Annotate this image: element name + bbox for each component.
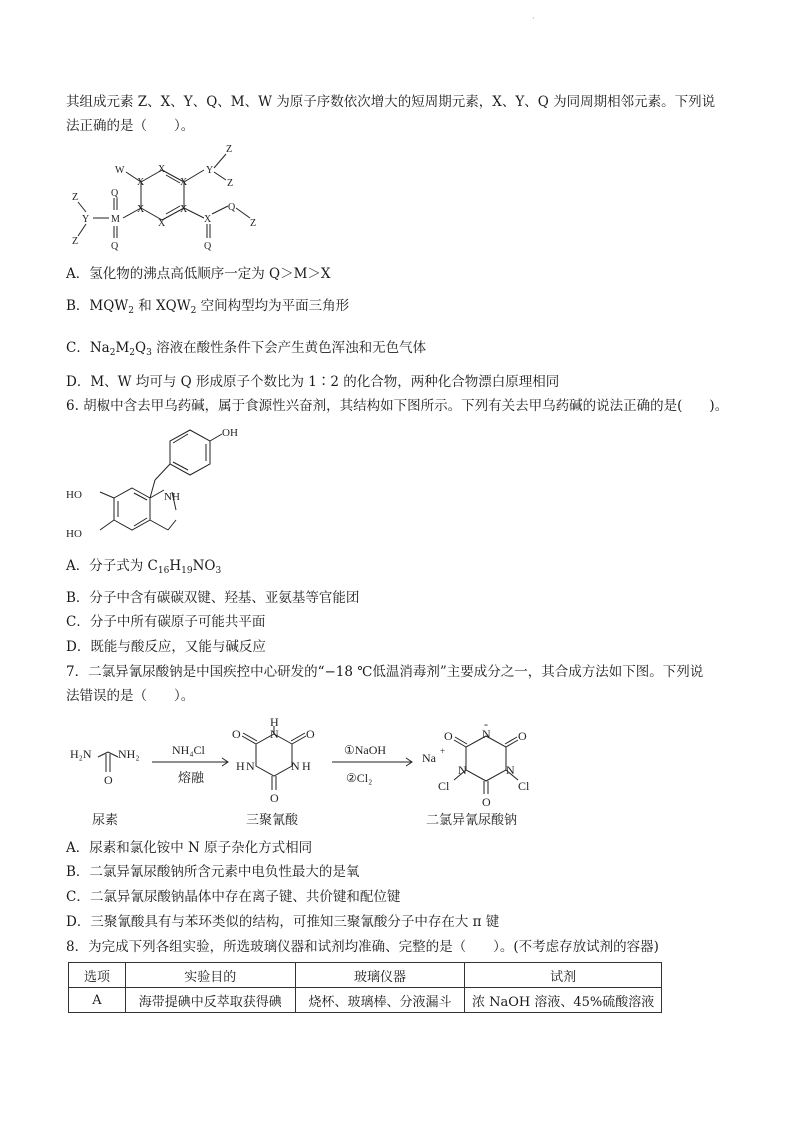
table-cell: 烧杯、玻璃棒、分液漏斗 (295, 988, 465, 1013)
q8-stem: 8．为完成下列各组实验，所选玻璃仪器和试剂均准确、完整的是（ ）。(不考虑存放试剂的容器) (66, 939, 659, 955)
table-cell: A (69, 988, 126, 1013)
q5-stem-line1: 其组成元素 Z、X、Y、Q、M、W 为原子序数依次增大的短周期元素，X、Y、Q 为同周期相邻元素。下列说 (66, 94, 716, 110)
q7-option-a: A．尿素和氯化铵中 N 原子杂化方式相同 (66, 840, 313, 856)
table-header-cell: 选项 (69, 963, 126, 988)
page-mark: · (532, 14, 535, 23)
atom-q: Q (228, 202, 236, 213)
q7-option-b: B．二氯异氰尿酸钠所含元素中电负性最大的是氧 (66, 864, 360, 880)
atom-q: Q (111, 241, 119, 252)
table-header-row (69, 963, 662, 988)
q6-structure-diagram (60, 420, 260, 550)
table-header-cell: 玻璃仪器 (295, 963, 465, 988)
reagent-nh4cl: NH₄Cl (172, 743, 205, 757)
q5-stem-line2: 法正确的是（ ）。 (66, 118, 195, 134)
q7-option-d: D．三聚氰酸具有与苯环类似的结构，可推知三聚氰酸分子中存在大 π 键 (66, 914, 500, 930)
q5-structure-diagram (66, 140, 266, 260)
atom-y: Y (82, 214, 90, 225)
table-cell: 浓 NaOH 溶液、45%硫酸溶液 (465, 988, 662, 1013)
ho-label: HO (66, 528, 82, 540)
q7-stem-line2: 法错误的是（ ）。 (66, 688, 195, 704)
atom-z: Z (227, 178, 234, 189)
ho-label: HO (66, 489, 82, 501)
prod-cl: Cl (518, 779, 530, 793)
q6-stem: 6. 胡椒中含去甲乌药碱，属于食源性兴奋剂，其结构如下图所示。下列有关去甲乌药碱的说法正确的是( )。 (66, 398, 729, 414)
q7-stem-line1: 7．二氯异氰尿酸钠是中国疾控中心研发的“−18 ℃低温消毒剂”主要成分之一，其合成方法如下图。下列说 (66, 664, 704, 680)
reagent-cl2: ②Cl₂ (346, 771, 373, 785)
q6-option-a: A．分子式为 $C_{16}H_{19}NO_3$ (66, 558, 222, 576)
condition-melt: 熔融 (178, 770, 205, 785)
prod-minus: - (484, 717, 488, 731)
atom-m: M (111, 214, 120, 225)
cya-h: H (302, 759, 311, 773)
prod-n: N (458, 763, 467, 777)
cya-o: O (232, 727, 241, 741)
q7-option-c: C．二氯异氰尿酸钠晶体中存在离子键、共价键和配位键 (66, 889, 401, 905)
atom-z: Z (250, 218, 257, 229)
table-header-cell: 实验目的 (125, 963, 295, 988)
atom-z: Z (226, 144, 233, 155)
urea-o: O (104, 773, 113, 787)
atom-x: X (158, 164, 166, 175)
atom-x: X (137, 204, 145, 215)
q7-reaction-scheme (60, 712, 540, 832)
cya-h: H (270, 715, 279, 729)
prod-n: N (506, 763, 515, 777)
urea-nh2: NH₂ (118, 747, 140, 761)
atom-q: Q (204, 241, 212, 252)
q8-table (68, 962, 662, 1013)
atom-x: X (180, 204, 188, 215)
atom-q: Q (111, 188, 119, 199)
cya-n: N (291, 759, 300, 773)
cya-n: N (270, 727, 279, 741)
cya-h: H (236, 759, 245, 773)
atom-z: Z (72, 192, 79, 203)
atom-z: Z (72, 236, 79, 247)
cya-o: O (306, 727, 315, 741)
urea-name: 尿素 (92, 812, 119, 827)
q6-option-b: B．分子中含有碳碳双键、羟基、亚氨基等官能团 (66, 590, 360, 606)
nh-label: NH (164, 491, 180, 503)
prod-o: O (482, 795, 491, 809)
prod-name: 二氯异氰尿酸钠 (426, 812, 518, 827)
q6-option-c: C．分子中所有碳原子可能共平面 (66, 614, 266, 630)
q5-option-a: A．氢化物的沸点高低顺序一定为 Q＞M＞X (66, 266, 331, 282)
prod-o: O (444, 729, 453, 743)
na-label: Na (422, 751, 436, 765)
table-row (69, 988, 662, 1013)
oh-label: OH (222, 427, 238, 439)
cya-name: 三聚氰酸 (246, 812, 299, 827)
prod-o: O (518, 729, 527, 743)
atom-w: W (115, 165, 125, 176)
prod-cl: Cl (438, 779, 450, 793)
atom-x: X (137, 177, 145, 188)
na-charge: + (440, 746, 446, 756)
table-header-cell: 试剂 (465, 963, 662, 988)
cya-n: N (246, 759, 255, 773)
q6-option-d: D．既能与酸反应，又能与碱反应 (66, 639, 266, 655)
q5-option-c: C．$Na_2M_2Q_3$ 溶液在酸性条件下会产生黄色浑浊和无色气体 (66, 340, 427, 358)
q5-option-d: D．M、W 均可与 Q 形成原子个数比为 1∶2 的化合物，两种化合物漂白原理相同 (66, 374, 560, 390)
atom-y: Y (206, 165, 214, 176)
q5-option-b: B．$MQW_2$ 和 $XQW_2$ 空间构型均为平面三角形 (66, 298, 350, 316)
reagent-naoh: ①NaOH (344, 743, 387, 757)
atom-x: X (180, 177, 188, 188)
urea-h2n: H₂N (70, 747, 92, 761)
atom-x: X (204, 214, 212, 225)
table-cell: 海带提碘中反萃取获得碘 (125, 988, 295, 1013)
atom-x: X (158, 218, 166, 229)
cya-o: O (270, 791, 279, 805)
prod-n: N (482, 727, 491, 741)
